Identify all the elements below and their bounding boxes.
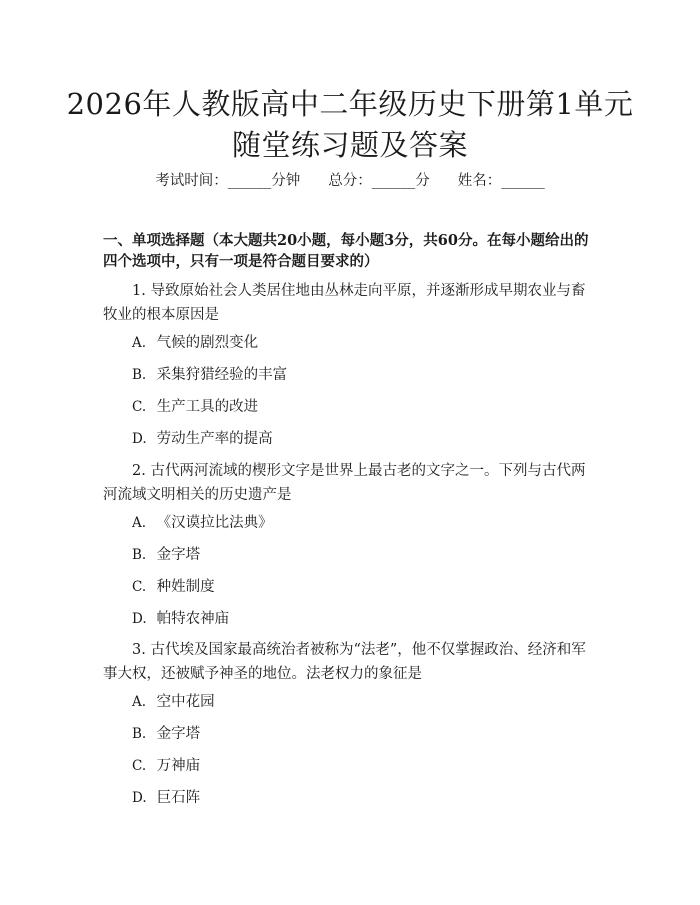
option-text: 巨石阵 bbox=[156, 790, 201, 806]
question-1-option-a bbox=[132, 333, 258, 353]
option-letter: D. bbox=[132, 611, 147, 627]
option-text: 生产工具的改进 bbox=[156, 399, 259, 415]
document-title-line-1: 2026年人教版高中二年级历史下册第1单元 bbox=[66, 87, 634, 121]
question-3-option-d bbox=[132, 788, 200, 808]
option-letter: A. bbox=[132, 694, 147, 710]
option-letter: B. bbox=[132, 547, 147, 563]
total-score-field: 总分：______分 bbox=[328, 173, 430, 189]
question-1-option-d bbox=[132, 429, 273, 449]
option-text: 采集狩猎经验的丰富 bbox=[156, 367, 288, 383]
question-3-option-b bbox=[132, 724, 200, 744]
option-letter: B. bbox=[132, 367, 147, 383]
exam-time-field: 考试时间：______分钟 bbox=[155, 173, 301, 189]
exam-info-row bbox=[0, 169, 700, 190]
question-3-option-c bbox=[132, 756, 200, 776]
option-letter: B. bbox=[132, 726, 147, 742]
question-2-option-b bbox=[132, 545, 200, 565]
question-2-option-c bbox=[132, 577, 215, 597]
option-letter: D. bbox=[132, 431, 147, 447]
option-text: 金字塔 bbox=[156, 547, 201, 563]
student-name-field: 姓名：______ bbox=[457, 173, 545, 189]
option-text: 气候的剧烈变化 bbox=[156, 335, 259, 351]
question-1-option-b bbox=[132, 365, 287, 385]
option-letter: C. bbox=[132, 399, 147, 415]
option-letter: A. bbox=[132, 515, 147, 531]
question-2-option-a bbox=[132, 513, 273, 533]
option-letter: D. bbox=[132, 790, 147, 806]
option-letter: A. bbox=[132, 335, 147, 351]
question-2: 2. 古代两河流域的楔形文字是世界上最古老的文字之一。下列与古代两河流域文明相关的历史遗产是 bbox=[103, 463, 586, 503]
question-1-option-c bbox=[132, 397, 258, 417]
question-2-option-d bbox=[132, 609, 229, 629]
option-text: 空中花园 bbox=[156, 694, 215, 710]
option-text: 劳动生产率的提高 bbox=[156, 431, 273, 447]
section-heading: 一、单项选择题（本大题共20小题，每小题3分，共60分。在每小题给出的四个选项中，只有一项是符合题目要求的） bbox=[103, 232, 589, 270]
option-letter: C. bbox=[132, 758, 147, 774]
option-letter: C. bbox=[132, 579, 147, 595]
option-text: 帕特农神庙 bbox=[156, 611, 230, 627]
question-1: 1. 导致原始社会人类居住地由丛林走向平原，并逐渐形成早期农业与畜牧业的根本原因是 bbox=[103, 283, 586, 323]
option-text: 种姓制度 bbox=[156, 579, 215, 595]
option-text: 万神庙 bbox=[156, 758, 201, 774]
question-3: 3. 古代埃及国家最高统治者被称为“法老”，他不仅掌握政治、经济和军事大权，还被赋予神圣的地位。法老权力的象征是 bbox=[103, 642, 586, 682]
question-3-option-a bbox=[132, 692, 215, 712]
option-text: 金字塔 bbox=[156, 726, 201, 742]
option-text: 《汉谟拉比法典》 bbox=[156, 515, 273, 531]
document-title-line-2: 随堂练习题及答案 bbox=[231, 128, 468, 162]
